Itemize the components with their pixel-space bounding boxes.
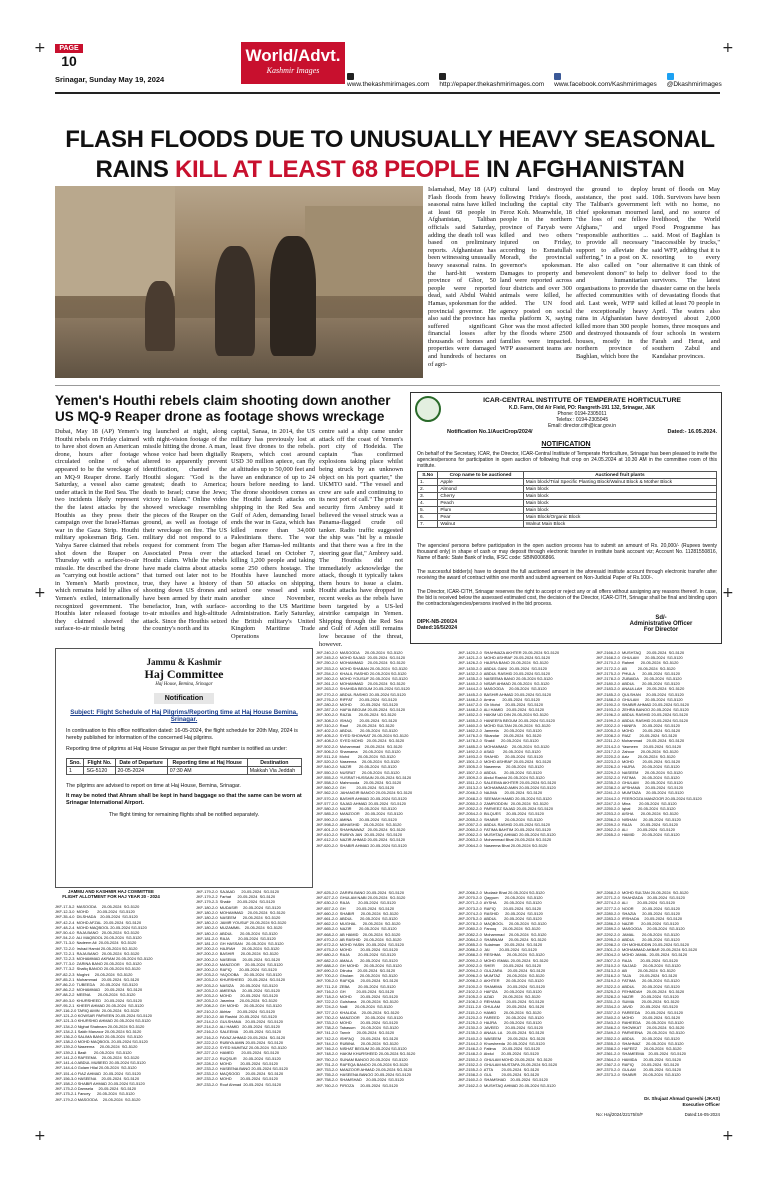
pilgrim-list-col-4: JKF-625-2-0 ZARIFA BANO 20-05-2024 SG-5120 JKF-627-2-0 GHULAM NABI 20-05-2024 SG-5120 JKF-630-2-0 RAJA 20-05-2024 SG-5120 JKF-657-2-0 GH 20-05-2024 SG-5120 JKF-660-2-0 SHABIR 20-05-2024 SG-5120 JKF-661-2-0 ABDUL 20-05-2024 SG-5120 JKF-662-2-0 MUGHAL 20-05-2024 SG-5120 JKF-665-2-0 NAZIR 20-05-2024 SG-5120 JKF-668-2-0 AB HAMID 20-05-2024 SG-5120 JKF-670-2-0 AB RASHID 20-05-2024 SG-5120 JKF-672-2-0 MOHD YASIN 20-05-2024 SG-5120 JKF-675-2-0 MOHD 20-05-2024 SG-5120 JKF-680-2-0 RAJA 20-05-2024 SG-5120 JKF-682-2-0 AMALA 20-05-2024 SG-5120 JKF-688-2-0 GH MOHD 20-05-2024 SG-5120 JKF-690-2-0 Dilruba 20-05-2024 SG-5120 JKF-700-2-0 Ghulam 20-05-2024 SG-5120 JKF-705-2-0 RAFIQA 20-05-2024 SG-5120 JKF-711-2-0 ZEBA 20-05-2024 SG-5120 JKF-716-2-0 GH 20-05-2024 SG-5120 JKF-718-2-0 MOHD 20-05-2024 SG-5120 JKF-722-2-0 Gulshana 20-05-2024 SG-5120 JKF-724-2-0 Naili 20-05-2024 SG-5120 JKF-727-2-0 KHALIDA 20-05-2024 SG-5120 JKF-730-2-0 MANZOOR 20-05-2024 SG-5120 JKF-733-2-0 MOHD 20-05-2024 SG-5120 JKF-738-2-0 Tabasum 20-05-2024 SG-5120 JKF-741-2-0 Tanvir 20-05-2024 SG-5120 JKF-742-2-0 ISHFAQ 20-05-2024 SG-5120 JKF-744-2-0 RUBINA 20-05-2024 SG-5120 JKF-746-2-0 NISHAT BEGUM 20-05-2024 SG-5120 JKF-748-2-0 HAKIM KHURSHEED 20-05-2024 SG-5120 JKF-750-2-0 SUNAM BANOO 20-05-2024 SG-5120 JKF-751-2-0 RAFEQA BANOO 20-05-2024 SG-5120 JKF-753-2-0 MANZOOR AHMAD 20-05-2024 SG-5120 JKF-755-2-0 HASEENA BANOO 20-05-2024 SG-5120 JKF-758-2-0 SHAMSHAD 20-05-2024 SG-5120 JKF-760-2-0 FIROZA 20-05-2024 SG-5120 (316, 890, 416, 1088)
header-links (347, 73, 722, 88)
yemen-column-2: ing launched at night, along with night-vision footage of the missile hitting the drone. A man, whose voice had been digitally altered to apparently prevent identification, chanted the Houthi slogan: "God is the greatest; death to America; death to Israel; curse the Jews; victory to Islam." Online video showed wreckage resembling the pieces of the Reaper on the ground, as well as footage of their wreckage on fire. The US military did not respond to a request for comment from The Associated Press over the Houthi claim. While the rebels have made claims about attacks that turned out later not to be true, they have a history of shooting down US drones and have been armed by their main benefactor, Iran, with surface-to-air missiles and high-altitude attack. Since the Houthis seized the country's north and its (143, 428, 227, 633)
section-banner (241, 42, 345, 84)
facebook-icon (554, 73, 561, 80)
yemen-headline: Yemen's Houthi rebels claim shooting down another US MQ-9 Reaper drone as footage shows wreckage (55, 393, 391, 424)
icar-phone: Phone: 0194-2305011 (557, 411, 607, 417)
icar-org: ICAR-CENTRAL INSTITUTE OF TEMPERATE HORTICULTURE (483, 397, 681, 404)
table-row: 6. Pear Main Block/Organic Block (418, 514, 717, 521)
haj-para-1: In continuation to this office notification dated: 16-05-2024, the flight schedule for 20th May, 2024 is hereby published for information of the concerned Haj pilgrims. (66, 728, 298, 741)
icar-dipk: DIPK-NB-200/24 (417, 619, 458, 625)
pilgrim-list-col-6: JKF-2066-2-0 Mudasir Bhat 20-05-2024 SG-5120 JKF-2070-2-0 Qayyum 20-05-2024 SG-5120 JKF-2071-2-0 AYSHA 20-05-2024 SG-5120 JKF-2073-2-0 RAFIQ 20-05-2024 SG-5120 JKF-2074-2-0 RASHID 20-05-2024 SG-5120 JKF-2075-2-0 ABDUL 20-05-2024 SG-5120 JKF-2078-2-0 MAQBOOL 20-05-2024 SG-5120 JKF-2080-2-0 Farooq 20-05-2024 SG-5120 JKF-2082-2-0 Mohammad 20-05-2024 SG-5120 JKF-2084-2-0 SHABNAM 20-05-2024 SG-5120 JKF-2085-2-0 Sulaiman 20-05-2024 SG-5120 JKF-2086-2-0 JAI 20-05-2024 SG-5120 JKF-2088-2-0 RESHMA 20-05-2024 SG-5120 JKF-2090-2-0 MOHD ISMAIL 20-05-2024 SG-5120 JKF-2092-2-0 SHER 20-05-2024 SG-5120 JKF-2094-2-0 GULZARA 20-05-2024 SG-5120 JKF-2096-2-0 MUMTAZ 20-05-2024 SG-5120 JKF-2098-2-0 AKHTER 20-05-2024 SG-5120 JKF-2100-2-0 SHAMIMA 20-05-2024 SG-5120 JKF-2102-2-0 HAFIZA 20-05-2024 SG-5120 JKF-2105-2-0 AZAD 20-05-2024 SG-5120 JKF-2108-2-0 REHANA 20-05-2024 SG-5120 JKF-2111-2-0 GHULAM 20-05-2024 SG-5120 JKF-2115-2-0 HAMID 20-05-2024 SG-5120 JKF-2120-2-0 FAREED 20-05-2024 SG-5120 JKF-2125-2-0 HAJRA 20-05-2024 SG-5120 JKF-2130-2-0 JAVEED 20-05-2024 SG-5120 JKF-2135-2-0 ANAUL LA 20-05-2024 SG-5120 JKF-2140-2-0 WASEEM 20-05-2024 SG-5120 JKF-2144-2-0 Khursheeda 20-05-2024 SG-5120 JKF-2146-2-0 Fatima 20-05-2024 SG-5120 JKF-2148-2-0 Abdul 20-05-2024 SG-5120 JKF-2150-2-0 GHULAM MOHD 20-05-2024 SG-5120 JKF-2152-2-0 GHULAM MUSTAFA 20-05-2024 SG-5120 JKF-2155-2-0 ATTA 20-05-2024 SG-5120 JKF-2158-2-0 GUL 20-05-2024 SG-5120 JKF-2160-2-0 SHAMSHAD 20-05-2024 SG-5120 JKF-2162-2-0 MUSHTAQ AHMAD 20-05-2024 SG-5120 (458, 890, 558, 1088)
page-label: PAGE (55, 44, 83, 53)
icar-email: Email: director.cith@icar.gov.in (547, 423, 617, 429)
table-row: 1 SG-5120 20-05-2024 07:30 AM Makkah Via Jeddah (67, 767, 302, 775)
registration-mark: + (34, 585, 46, 601)
headline-line-1: FLASH FLOODS DUE TO UNUSUALLY HEAVY SEASONAL (65, 126, 715, 153)
haj-para-4: It may be noted that Ahram shall be kept in hand baggage so that the same can be worn at Srinagar International Airport. (66, 793, 302, 806)
haj-list-header: JAMMU AND KASHMIR HAJ COMMITTEE FLIGHT ALLOTMENT FOR HAJ YEAR 20 - 2024 (62, 889, 160, 899)
haj-para-2: Reporting time of pilgrims at Haj House Srinagar as per their flight number is notified as under: (66, 746, 288, 752)
twitter-link[interactable]: @Dkashmirimages (667, 73, 722, 88)
facebook-link[interactable]: www.facebook.com/Kashmirimages (554, 73, 657, 88)
lead-column-4: brunt of floods on May 10th. Survivors have been left with no home, no land, and no source of livelihood, the World Food Programme has said. Most of Baghlan is "inaccessible by trucks," said WFP, adding that it is resorting to every alternative it can think of to deliver food to the survivors. The latest disaster came on the heels of devastating floods that killed at least 70 people in April. The waters also destroyed about 2,000 homes, three mosques and four schools in western Farah and Herat, and southern Zabul and Kandahar provinces. (652, 186, 720, 361)
icar-title: NOTIFICATION (541, 441, 591, 448)
pilgrim-list-col-2: JKF-179-2-0 SAJAAD 20-05-2024 SG-5120 JKF-179-2-2 Farhat 20-05-2024 SG-5120 JKF-179-2-3 Shakir 20-05-2024 SG-5120 JKF-180-2-0 MUDASIR 20-05-2024 SG-5120 JKF-180-2-0 MOHAMMAD 20-05-2024 SG-5120 JKF-180-2-0 NASEEM 20-05-2024 SG-5120 JKF-180-2-0 JAMIR YOUSUF 20-05-2024 SG-5120 JKF-180-2-0 MUZAMMIL 20-05-2024 SG-5120 JKF-180-2-0 ABDUL 20-05-2024 SG-5120 JKF-181-2-0 RAJA 20-05-2024 SG-5120 JKF-181-2-0 GH HASSAN 20-05-2024 SG-5120 JKF-200-2-0 HAJRAH 20-05-2024 SG-5120 JKF-200-2-0 BASHIR 20-05-2024 SG-5120 JKF-200-2-0 NASEMA 20-05-2024 SG-5120 JKF-200-2-0 MANZOOR 20-05-2024 SG-5120 JKF-200-2-0 RAFIQ 20-05-2024 SG-5120 JKF-203-2-0 YAQOOBA 20-05-2024 SG-5120 JKF-203-2-0 KHURSHEED 20-05-2024 SG-5120 JKF-203-2-0 NASIZA 20-05-2024 SG-5120 JKF-203-2-0 AMEENA 20-05-2024 SG-5120 JKF-203-2-0 MOHD 20-05-2024 SG-5120 JKF-203-2-0 Jasmina 20-05-2024 SG-5120 JKF-208-2-0 GH MOHD 20-05-2024 SG-5120 JKF-210-2-0 Akhtar 20-05-2024 SG-5120 JKF-210-2-0 Ali Rashid 20-05-2024 SG-5120 JKF-214-2-0 GULSHANA 20-05-2024 SG-5120 JKF-214-2-0 ALI HAMID 20-05-2024 SG-5120 JKF-216-2-0 SALEEMA 20-05-2024 SG-5120 JKF-216-2-0 FAYAZ AHMAD 20-05-2024 SG-5120 JKF-222-2-0 RUBIYA AMIN 20-05-2024 SG-5120 JKF-222-2-0 SYED MUMTAZ 20-05-2024 SG-5120 JKF-227-2-0 HAMED 20-05-2024 SG-5120 JKF-227-2-0 RUQSUR 20-05-2024 SG-5120 JKF-228-2-0 MOHD 20-05-2024 SG-5120 JKF-233-2-0 HASEENA BANO 20-05-2024 SG-5120 JKF-233-2-0 MAQSOOD 20-05-2024 SG-5120 JKF-233-2-0 MOHD 20-05-2024 SG-5120 JKF-233-2-0 Rouf Ahmad 20-05-2024 SG-5120 (196, 889, 288, 1087)
lead-headline (60, 125, 720, 185)
table-header-row: S.No Crop name to be auctioned Auctioned fruit plants (418, 472, 717, 479)
epaper-link[interactable]: http://epaper.thekashmirimages.com (439, 73, 544, 88)
registration-mark: + (722, 40, 734, 56)
yemen-column-3: capital, Sanaa, in 2014, the US military has previously lost at least five drones to the rebels. Reapers, which cost around USD 30 million apiece, can fly at altitudes up to 50,000 feet and have an endurance of up to 24 hours before needing to land. The drone shootdown comes as the Houthi launch attacks on shipping in the Red Sea and Gulf of Aden, demanding Israel ends the war in Gaza, which has killed more than 34,000 Palestinians there. The war began after Hamas-led militants attacked Israel on October 7, killing 1,200 people and taking some 250 others hostage. The Houthis have launched more than 50 attacks on shipping, seized one vessel and sunk another since November, according to the US Maritime Administration. Early Saturday, the British military's United Kingdom Maritime Trade Operations (231, 428, 315, 641)
table-row: 4. Peach Main block (418, 500, 717, 507)
twitter-icon (667, 73, 674, 80)
icar-notice (410, 392, 722, 644)
section-rule (55, 385, 720, 386)
icar-body-2: The agencies/ persons before participation in the open auction process has to submit an amount of Rs. 20,000/- (Rupees twenty thousand only) in shape of cash or may deposit through electronic transfer in institute bank account viz; Account No. 11281550816, Name of Bank: State Bank of India, IFSC code: SBIN0006866. (417, 543, 717, 562)
registration-mark: + (722, 1128, 734, 1144)
headline-line-2: RAINS KILL AT LEAST 68 PEOPLE IN AFGHANISTAN (95, 156, 685, 183)
headline-highlight: KILL AT LEAST 68 PEOPLE (175, 156, 480, 183)
icar-fax: Telefax : 0194-2305045 (555, 417, 609, 423)
header-rule (55, 92, 720, 94)
pilgrim-list-col-5: JKF-1420-2-0 SHAHNAZA AKHTER 20-05-2024 SG-5120 JKF-1421-2-0 MOHD ASHRAF 20-05-2024 SG-5120 JKF-1426-2-0 HAJIRA BANO 20-05-2024 SG-5120 JKF-1430-2-0 ABDUL GANI 20-05-2024 SG-5120 JKF-1432-2-0 ABDUL RASHID 20-05-2024 SG-5120 JKF-1435-2-0 NASEEMA BANO 20-05-2024 SG-5120 JKF-1440-2-0 NISAR AHMAD 20-05-2024 SG-5120 JKF-1444-2-0 MASOODA 20-05-2024 SG-5120 JKF-1445-2-0 BASHIR AHMAD 20-05-2024 SG-5120 JKF-1446-2-0 Amina 20-05-2024 SG-5120 JKF-1447-2-0 Gh Mohd 20-05-2024 SG-5120 JKF-1448-2-0 ALI HAMID 20-05-2024 SG-5120 JKF-1452-2-0 HAKIM UD DIN 20-05-2024 SG-5120 JKF-1455-2-0 HANEEFA BEGUM 20-05-2024 SG-5120 JKF-1460-2-0 MOHD SULTAN 20-05-2024 SG-5120 JKF-1462-2-0 Jameela 20-05-2024 SG-5120 JKF-1476-2-0 Sikandar 20-05-2024 SG-5120 JKF-1478-2-0 Shakil 20-05-2024 SG-5120 JKF-1485-2-0 MOHAMMAD 20-05-2024 SG-5120 JKF-1492-2-0 ASAD 20-05-2024 SG-5120 JKF-1493-2-0 SHAHID 20-05-2024 SG-5120 JKF-1501-2-0 MOHD ASHRAF 20-05-2024 SG-5120 JKF-1505-2-0 Naseema 20-05-2024 SG-5120 JKF-1507-2-0 ABDUL 20-05-2024 SG-5120 JKF-1509-2-0 Abdul Rashid 20-05-2024 SG-5120 JKF-1511-2-0 SALEEMA AKHTER 20-05-2024 SG-5120 JKF-1513-2-0 MOHAMMAD AMIN 20-05-2024 SG-5120 JKF-2046-2-0 NAJMA 20-05-2024 SG-5120 JKF-2048-2-0 SEEMAH HAMID 20-05-2024 SG-5120 JKF-2050-2-0 ZAMRODDIN 20-05-2024 SG-5120 JKF-2052-2-0 PARVEEZ SAJAD 20-05-2024 SG-5120 JKF-2054-2-0 BILQUES 20-05-2024 SG-5120 JKF-2055-2-0 SHABIR 20-05-2024 SG-5120 JKF-2057-2-0 ABDUL RASHID 20-05-2024 SG-5120 JKF-2060-2-0 FATIMA BAHTIM 20-05-2024 SG-5120 JKF-2062-2-0 MUSHTAQ AHMAD 20-05-2024 SG-5120 JKF-2063-2-0 Mohammad Bhat 20-05-2024 SG-5120 JKF-2064-2-0 Naseema Bhat 20-05-2024 SG-5120 (458, 650, 560, 848)
haj-notification-label: Notification (154, 693, 214, 704)
icar-dated: Dated:16/5/2024 (417, 625, 458, 631)
icar-sig-3: For Director (643, 627, 679, 633)
page-number-box (55, 44, 83, 70)
pilgrim-list-col-7: JKF-2166-2-0 MUSHTAQ 20-05-2024 SG-5120 JKF-2168-2-0 GHULAM 20-05-2024 SG-5120 JKF-2170-2-0 Raheel 20-05-2024 SG-5120 JKF-2172-2-0 AB 20-05-2024 SG-5120 JKF-2175-2-0 PHULA 20-05-2024 SG-5120 JKF-2178-2-0 ZUBAIDA 20-05-2024 SG-5120 JKF-2180-2-0 ABDUL 20-05-2024 SG-5120 JKF-2183-2-0 ANAULLAH 20-05-2024 SG-5120 JKF-2185-2-0 QULSHAN 20-05-2024 SG-5120 JKF-2188-2-0 GHULAM 20-05-2024 SG-5120 JKF-2190-2-0 SHABIR AHMAD 20-05-2024 SG-5120 JKF-2193-2-0 ZEHRA BANOO 20-05-2024 SG-5120 JKF-2196-2-0 ABDUL RASHID 20-05-2024 SG-5120 JKF-2199-2-0 ABDUL RASHID 20-05-2024 SG-5120 JKF-2202-2-0 HANIFA 20-05-2024 SG-5120 JKF-2205-2-0 MOHD 20-05-2024 SG-5120 JKF-2208-2-0 RIAZ 20-05-2024 SG-5120 JKF-2211-2-0 Mohammad 20-05-2024 SG-5120 JKF-2214-2-0 Yasmeen 20-05-2024 SG-5120 JKF-2217-2-0 Zahoor 20-05-2024 SG-5120 JKF-2220-2-0 Aziz 20-05-2024 SG-5120 JKF-2223-2-0 MOHD 20-05-2024 SG-5120 JKF-2226-2-0 HAJRA 20-05-2024 SG-5120 JKF-2229-2-0 NASEEM 20-05-2024 SG-5120 JKF-2232-2-0 FATIMA 20-05-2024 SG-5120 JKF-2235-2-0 GHULAM 20-05-2024 SG-5120 JKF-2238-2-0 AFSHANA 20-05-2024 SG-5120 JKF-2241-2-0 MUMTAZA 20-05-2024 SG-5120 JKF-2244-2-0 FEEROOZA MANZOOR 20-05-2024 SG-5120 JKF-2247-2-0 Mina 20-05-2024 SG-5120 JKF-2250-2-0 Iqbal 20-05-2024 SG-5120 JKF-2253-2-0 AISHA 20-05-2024 SG-5120 JKF-2256-2-0 NISHAN 20-05-2024 SG-5120 JKF-2259-2-0 RAJA 20-05-2024 SG-5120 JKF-2262-2-0 ALI 20-05-2024 SG-5120 JKF-2265-2-0 HAMID 20-05-2024 SG-5120 (596, 650, 702, 838)
icar-logo-icon (415, 396, 441, 422)
icar-notice-number: Notification No.1/AuctCrop/2024/ (447, 429, 533, 435)
yemen-column-4: centre said a ship came under attack off the coast of Yemen's port city of Hodeida. The captain "has confirmed explosions taking place whilst being struck by an unknown object on his port quarter," the UKMTO said. "The vessel and crew are safe and continuing to its next port of call." The private security firm Ambrey said it believed the vessel struck was a Panama-flagged crude oil tanker. Radio traffic suggested the ship was "hit by a missile and that there was a fire in the steering gear flat," Ambrey said. The Houthis did not immediately acknowledge the attack, though it typically takes them hours to issue a claim. Houthi attacks have dropped in recent weeks as the rebels have been targeted by a US-led airstrike campaign in Yemen. Shipping through the Red Sea and Gulf of Aden still remains low because of the threat, however. (319, 428, 403, 648)
link-icon (439, 73, 446, 80)
registration-mark: + (34, 40, 46, 56)
haj-signature: Dr. Shujaat Ahmad Qureshi (JKAS) Executive Officer (644, 1096, 720, 1107)
lead-column-3: the ground to deploy assistance, the post said. The Taliban's government chief spokesman mourned "the loss of our fellow Afghans," and urged "responsible authorities ... to provide all necessary support to alleviate the suffering," in a post on X. He also called on "our benevolent donors" to help and humanitarian organisations to provide the affected communities with aid. Last week, WFP said the exceptionally heavy rains in Afghanistan have killed more than 300 people and destroyed thousands of houses, mostly in the northern province of Baghlan, which bore the (576, 186, 648, 361)
website-link[interactable]: www.thekashmirimages.com (347, 73, 429, 88)
icar-sig-2: Administrative Officer (629, 621, 693, 627)
icar-body-1: On behalf of the Secretary, ICAR, the Director, ICAR-Central Institute of Temperate Horticulture, Srinagar has been pleased to invite the agencies/persons for participation in open auction of following fruit crop on 24.05.2024 at 10.30 AM in the committee room of this institute. (417, 451, 717, 470)
flood-photo (55, 186, 423, 378)
table-row: 7. Walnut Walnut Main Block (418, 521, 717, 528)
icar-body-3: The successful bidder(s) have to deposit the full auctioned amount in the aforesaid institute account through electronic transfer after receiving the award of contract within one month and submit agreement on Non-Judicial Paper of Rs.100/-. (417, 569, 717, 582)
icar-sig-1: Sd/- (655, 615, 667, 621)
table-row: 1. Apple Main block/Trial Specific Planting Block/Walnut Block & Mother Block (418, 479, 717, 486)
haj-address: Haj House, Bemina, Srinagar (155, 682, 213, 687)
haj-subject: Subject: Flight Schedule of Haj Pilgrims/Reporting time at Haj House Bemina, Srinagar. (70, 709, 298, 723)
haj-state: Jammu & Kashmir (146, 657, 222, 667)
icar-address: K.D. Farm, Old Air Field, PO: Rangreth-191 132, Srinagar, J&K (508, 405, 656, 411)
page-number: 10 (61, 53, 77, 69)
icar-body-4: The Director, ICAR-CITH, Srinagar reserves the right to accept or reject any or all offers without assigning any reasons thereof. In case, the bid is received below the assessed estimated cost, the decision of the Director, ICAR-CITH, Srinagar shall be final and binding upon the contractors/agencies/persons involved in the bid process. (417, 589, 717, 608)
icar-notice-date: Dated:- 16.05.2024. (667, 429, 717, 435)
pilgrim-list-col-1: JKF-17-5-2 MASOODA 20-05-2024 SG-5120 JKF-12-3-0 MOHD 20-05-2024 SG-5120 JKF-35-4-0 DILSHADA 20-05-2024 SG-5120 JKF-42-2-4 MOHD AFZAL 20-05-2024 SG-5120 JKF-48-2-4 MOHD MAQBOOL 20-05-2024 SG-5120 JKF-50-4-0 RAJA BANO 20-05-2024 SG-5120 JKF-54-2-0 ALI MAQBOOL 20-05-2024 SG-5120 JKF-71-3-0 Nadeem Ali 20-05-2024 SG-5120 JKF-72-2-0 Irshad Hamid 20-05-2024 SG-5120 JKF-72-2-1 RAJA BANO 20-05-2024 SG-5120 JKF-72-2-3 MOHAMMAD AKRAM 20-05-2024 SG-5120 JKF-77-3-0 ZARINA BANO 20-05-2024 SG-5120 JKF-77-3-2 Shafiq BANOO 20-05-2024 SG-5120 JKF-82-2-3 Mughni 20-05-2024 SG-5120 JKF-85-2-1 Muhammad 20-05-2024 SG-5120 JKF-86-2-0 TUBEEDA 20-05-2024 SG-5120 JKF-86-2-2 MOHAMMAD 20-05-2024 SG-5120 JKF-88-2-2 MEENA 20-05-2024 SG-5120 JKF-89-3-0 KHURSHEED 20-05-2024 SG-5120 JKF-95-2-1 KHEER AHMAD 20-05-2024 SG-5120 JKF-116-2-0 TARIQ AMIN 20-05-2024 SG-5120 JKF-121-2-0 KOWSAR PARVEEN 20-05-2024 SG-5120 JKF-121-3-0 KHURSHID AHMAD 20-05-2024 SG-5120 JKF-134-2-0 Nighat Shabnam 20-05-2024 SG-5120 JKF-134-2-1 Sakib Manzoor 20-05-2024 SG-5120 JKF-136-2-0 SALIMA BANO 20-05-2024 SG-5120 JKF-138-2-0 MOHD MAQBOOL 20-05-2024 SG-5120 JKF-139-2-0 Naseema 20-05-2024 SG-5120 JKF-139-2-1 Basit 20-05-2024 SG-5120 JKF-141-2-0 RAFEEMA 20-05-2024 SG-5120 JKF-141-4-0 ABDUL MUBEED 20-05-2024 SG-5120 JKF-144-4-0 Golam Hilal 20-05-2024 SG-5120 JKF-151-4-0 FIAZ AHMAD 20-05-2024 SG-5120 JKF-156-3-0 HASEENA 20-05-2024 SG-5120 JKF-158-2-0 SHABIR AHMAD 20-05-2024 SG-5120 JKF-175-2-0 Damsela 20-05-2024 SG-5120 JKF-175-2-1 Fancey 20-05-2024 SG-5120 JKF-179-2-0 MASOODA 20-05-2024 SG-5120 (55, 904, 153, 1102)
globe-icon (347, 73, 354, 80)
haj-notice (55, 648, 313, 888)
lead-column-2: cultural land destroyed following Friday's floods, including the capital city Feroz Koh. Meanwhile, 18 people in the northern province of Faryab were killed and two others injured on Friday, according to Esmatullah Moradi, the provincial governor's spokesman. Damages to property and land were reported across four districts and over 300 animals were killed, he added. The UN food agency posted on social media platform X, saying Ghor was the most affected by the floods where 2500 families were impacted. WFP assessment teams are on (500, 186, 572, 361)
dateline: Srinagar, Sunday May 19, 2024 (55, 75, 165, 84)
table-row: 3. Cherry Main block (418, 493, 717, 500)
pilgrim-list-col-8: JKF-2268-2-0 MOHD SULTAN 20-05-2024 SG-5120 JKF-2271-2-0 SHAHZADA 20-05-2024 SG-5120 JKF-2274-2-0 ALI 20-05-2024 SG-5120 JKF-2277-2-0 NOOR 20-05-2024 SG-5120 JKF-2280-2-0 SHAZIA 20-05-2024 SG-5120 JKF-2283-2-0 IRSHADA 20-05-2024 SG-5120 JKF-2286-2-0 NAZIR 20-05-2024 SG-5120 JKF-2289-2-0 MASOODA 20-05-2024 SG-5120 JKF-2292-2-0 JAMAL 20-05-2024 SG-5120 JKF-2295-2-0 ABDUL 20-05-2024 SG-5120 JKF-2298-2-0 GH MOHIUDDIN 20-05-2024 SG-5120 JKF-2301-2-0 MOHAMMAD AKBAR 20-05-2024 SG-5120 JKF-2304-2-0 MOHD JAMAL 20-05-2024 SG-5120 JKF-2307-2-0 RAJA 20-05-2024 SG-5120 JKF-2310-2-0 SAJJAD 20-05-2024 SG-5120 JKF-2313-2-0 AB 20-05-2024 SG-5120 JKF-2316-2-0 TAJA 20-05-2024 SG-5120 JKF-2319-2-0 FATIMA 20-05-2024 SG-5120 JKF-2322-2-0 ABDUL 20-05-2024 SG-5120 JKF-2325-2-0 FEHMIDAH 20-05-2024 SG-5120 JKF-2328-2-0 NAZIR 20-05-2024 SG-5120 JKF-2331-2-0 SUMIA 20-05-2024 SG-5120 JKF-2334-2-0 JAVID 20-05-2024 SG-5120 JKF-2337-2-0 FAREEDA 20-05-2024 SG-5120 JKF-2340-2-0 MOHD 20-05-2024 SG-5120 JKF-2343-2-0 RAHEEDA 20-05-2024 SG-5120 JKF-2346-2-0 SHOWKAT 20-05-2024 SG-5120 JKF-2349-2-0 PARVEENA 20-05-2024 SG-5120 JKF-2352-2-0 ABDUL 20-05-2024 SG-5120 JKF-2355-2-0 SHAHNAZ 20-05-2024 SG-5120 JKF-2358-2-0 HAFEEZ 20-05-2024 SG-5120 JKF-2361-2-0 SHAMEEMA 20-05-2024 SG-5120 JKF-2364-2-0 HAMIDA 20-05-2024 SG-5120 JKF-2367-2-0 RAFIQ 20-05-2024 SG-5120 JKF-2370-2-0 GULAM 20-05-2024 SG-5120 JKF-2373-2-0 SHABIR 20-05-2024 SG-5120 (596, 890, 698, 1078)
lead-column-1: Islamabad, May 18 (AP) Flash floods from heavy seasonal rains have killed at least 68 people in Afghanistan, Taliban officials said Saturday, adding the death toll was based on preliminary reports. Afghanistan has been witnessing unusually heavy seasonal rains. In the hard-hit western province of Ghor, 50 people were reported dead, said Abdul Wahid Hamas, spokesman for the provincial governor. He also said the province has suffered significant financial losses after thousands of homes and properties were damaged and hundreds of hectares of agri- (428, 186, 496, 368)
haj-signature-ref: No: Haj/2024/22175/S/F Dated:16-05-2024 (596, 1112, 720, 1117)
pilgrim-list-col-3: JKF-240-2-0 MASOODA 20-05-2024 SG-5120 JKF-245-2-0 MOHD SAJAD 20-05-2024 SG-5120 JKF-250-2-0 MOHAMMAD 20-05-2024 SG-5120 JKF-253-2-0 MOHD SHABAN 20-05-2024 SG-5120 JKF-254-2-0 KHALIL RASHID 20-05-2024 SG-5120 JKF-260-2-0 MOHD YOUSUF 20-05-2024 SG-5120 JKF-261-2-0 MOHAMMAD 20-05-2024 SG-5120 JKF-263-2-0 SHAHIDA BEGUM 20-05-2024 SG-5120 JKF-270-2-0 ABDUL RASHID 20-05-2024 SG-5120 JKF-276-2-0 RIFFAT 20-05-2024 SG-5120 JKF-280-2-0 MOHD 20-05-2024 SG-5120 JKF-287-2-0 HAFIA BEGUM 20-05-2024 SG-5120 JKF-300-2-0 RAZIA 20-05-2024 SG-5120 JKF-308-2-0 ISHAQ 20-05-2024 SG-5120 JKF-310-2-0 Rauf 20-05-2024 SG-5120 JKF-402-2-0 ABDUL 20-05-2024 SG-5120 JKF-405-2-0 SYED SHOWKAT 20-05-2024 SG-5120 JKF-408-2-0 SYED MOHD 20-05-2024 SG-5120 JKF-502-2-0 Mohammad 20-05-2024 SG-5120 JKF-506-2-0 Shamama 20-05-2024 SG-5120 JKF-511-2-0 Mohd 20-05-2024 SG-5120 JKF-520-2-0 Naseema 20-05-2024 SG-5120 JKF-540-2-0 NAZIR 20-05-2024 SG-5120 JKF-550-2-0 NUSRAT 20-05-2024 SG-5120 JKF-555-2-0 YUSRAT HUSSAIN 20-05-2024 SG-5120 JKF-558-2-0 Mahmooda 20-05-2024 SG-5120 JKF-560-2-0 GH 20-05-2024 SG-5120 JKF-562-2-0 JAHANGIR BANOO 20-05-2024 SG-5120 JKF-570-2-0 BASHIR AHMAD 20-05-2024 SG-5120 JKF-577-2-0 SAJAD AHMAD 20-05-2024 SG-5120 JKF-580-2-0 NAZIR 20-05-2024 SG-5120 JKF-585-2-0 MANZOOR 20-05-2024 SG-5120 JKF-590-2-0 AMINA 20-05-2024 SG-5120 JKF-598-2-0 ABHASHID 20-05-2024 SG-5120 JKF-601-2-0 SHAHNAWAZ 20-05-2024 SG-5120 JKF-610-2-0 RUBIYA JAN 20-05-2024 SG-5120 JKF-612-2-0 NAZIR AHMAD 20-05-2024 SG-5120 JKF-620-2-0 SHABIR AHMAD 20-05-2024 SG-5120 (316, 650, 413, 848)
icar-crop-table (417, 471, 717, 528)
registration-mark: + (34, 1128, 46, 1144)
yemen-column-1: Dubai, May 18 (AP) Yemen's Houthi rebels on Friday claimed to have shot down an American drone, hours after footage circulated online of what appeared to be the wreckage of an MQ-9 Reaper drone. Early Saturday, a vessel also came under attack in the Red Sea. The two incidents likely represent the the latest attacks by the Houthis as they press their campaign over the Israel-Hamas war in the Gaza Strip. Houthi military spokesman Brig. Gen. Yahya Saree claimed that rebels shot down the Reaper on Thursday with a surface-to-air missile. He described the drone as "carrying out hostile actions" in Yemen's Marib province, which remains held by allies of Yemen's exiled, internationally recognized government. The Houthis later released footage they claimed showed the surface-to-air missile being (55, 428, 139, 633)
table-row: 5. Plum Main block (418, 507, 717, 514)
haj-para-3: The pilgrims are advised to report on time at Haj House, Bemina, Srinagar. (66, 783, 241, 789)
table-row: 2. Almond Main block (418, 486, 717, 493)
registration-mark: + (722, 585, 734, 601)
table-header-row: Sno. Flight No. Date of Departure Reporting time at Haj House Destination (67, 759, 302, 767)
haj-flight-table (66, 758, 302, 775)
haj-title: Haj Committee (144, 667, 224, 681)
section-title: World/Advt. (245, 46, 341, 65)
page-header (55, 42, 720, 90)
haj-para-5: The flight timing for remaining flights shall be notified separately. (108, 812, 260, 818)
publication-name: Kashmir Images (266, 66, 320, 75)
